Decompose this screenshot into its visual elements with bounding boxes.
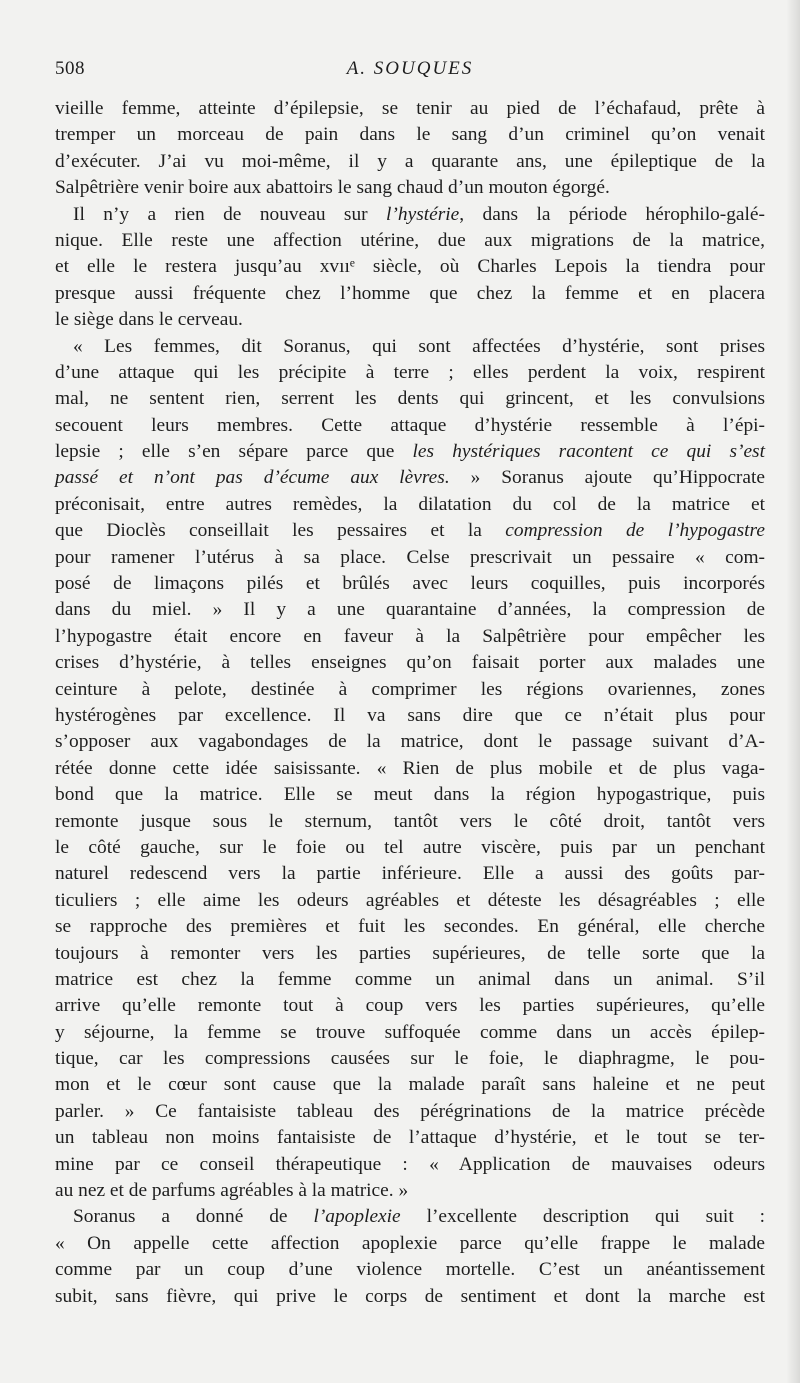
text-segment: posé de limaçons pilés et brûlés avec leurs coquilles, puis incorporés	[55, 573, 765, 595]
text-line	[55, 650, 765, 676]
text-segment: « Les femmes, dit Soranus, qui sont affectées d’hystérie, sont prises	[73, 335, 765, 357]
text-segment: mon et le cœur sont cause que la malade paraît sans haleine et ne peut	[55, 1074, 765, 1096]
text-segment: dans du miel. » Il y a une quarantaine d’années, la compression de	[55, 599, 765, 621]
text-segment: et elle le restera jusqu’au xvııᵉ siècle, où Charles Lepois la tiendra pour	[55, 256, 765, 278]
italic-text: les hystériques racontent ce qui s’est	[412, 441, 765, 463]
text-segment: Il n’y a rien de nouveau sur	[73, 203, 387, 225]
text-line	[55, 149, 765, 175]
text-segment: » Soranus ajoute qu’Hippocrate	[449, 467, 765, 489]
text-line	[55, 729, 765, 755]
text-segment: ticuliers ; elle aime les odeurs agréables et déteste les désagréables ; elle	[55, 889, 765, 911]
text-segment: mal, ne sentent rien, serrent les dents qui grincent, et les convulsions	[55, 388, 765, 410]
text-segment: remonte jusque sous le sternum, tantôt vers le côté droit, tantôt vers	[55, 810, 765, 832]
body-text	[55, 96, 765, 1310]
text-line	[55, 782, 765, 808]
text-line	[55, 518, 765, 544]
text-line	[55, 122, 765, 148]
text-line	[55, 1231, 765, 1257]
text-line	[55, 334, 765, 360]
text-line	[55, 439, 765, 465]
text-line	[55, 1284, 765, 1310]
text-segment: tremper un morceau de pain dans le sang d’un criminel qu’on venait	[55, 124, 765, 146]
text-line	[55, 545, 765, 571]
text-segment: rétée donne cette idée saisissante. « Rien de plus mobile et de plus vaga-	[55, 757, 765, 779]
text-line	[55, 228, 765, 254]
text-segment: s’opposer aux vagabondages de la matrice, dont le passage suivant d’A-	[55, 731, 765, 753]
text-line	[55, 835, 765, 861]
text-segment: que Dioclès conseillait les pessaires et la	[55, 520, 506, 542]
text-line	[55, 1099, 765, 1125]
text-line	[55, 175, 765, 201]
text-segment: le siège dans le cerveau.	[55, 309, 243, 331]
text-segment: matrice est chez la femme comme un animal dans un animal. S’il	[55, 968, 765, 990]
text-line	[55, 1020, 765, 1046]
text-segment: préconisait, entre autres remèdes, la dilatation du col de la matrice et	[55, 493, 765, 515]
text-line	[55, 1125, 765, 1151]
text-segment: parler. » Ce fantaisiste tableau des pérégrinations de la matrice précède	[55, 1100, 765, 1122]
text-line	[55, 703, 765, 729]
text-segment: d’exécuter. J’ai vu moi-même, il y a quarante ans, une épileptique de la	[55, 150, 765, 172]
text-line	[55, 571, 765, 597]
text-segment: subit, sans fièvre, qui prive le corps de sentiment et dont la marche est	[55, 1285, 765, 1307]
text-line	[55, 386, 765, 412]
text-segment: tique, car les compressions causées sur le foie, le diaphragme, le pou-	[55, 1048, 765, 1070]
text-segment: d’une attaque qui les précipite à terre ; elles perdent la voix, respirent	[55, 361, 765, 383]
page-edge-shadow	[786, 0, 800, 1383]
text-line	[55, 254, 765, 280]
text-line	[55, 1072, 765, 1098]
text-segment: mine par ce conseil thérapeutique : « Application de mauvaises odeurs	[55, 1153, 765, 1175]
text-line	[55, 1046, 765, 1072]
text-line	[55, 677, 765, 703]
text-line	[55, 597, 765, 623]
text-segment: ceinture à pelote, destinée à comprimer les régions ovariennes, zones	[55, 678, 765, 700]
text-segment: bond que la matrice. Elle se meut dans la région hypogastrique, puis	[55, 784, 765, 806]
italic-text: l’hystérie	[386, 203, 460, 225]
text-segment: , dans la période hérophilo-galé-	[459, 203, 765, 225]
text-line	[55, 413, 765, 439]
page-number: 508	[55, 58, 85, 79]
text-segment: naturel redescend vers la partie inférieure. Elle a aussi des goûts par-	[55, 863, 765, 885]
text-segment: toujours à remonter vers les parties supérieures, de telle sorte que la	[55, 942, 765, 964]
text-line	[55, 1204, 765, 1230]
text-segment: pour ramener l’utérus à sa place. Celse prescrivait un pessaire « com-	[55, 546, 765, 568]
text-line	[55, 360, 765, 386]
text-line	[55, 861, 765, 887]
text-line	[55, 941, 765, 967]
text-segment: au nez et de parfums agréables à la matrice. »	[55, 1180, 409, 1202]
text-segment: lepsie ; elle s’en sépare parce que	[55, 441, 413, 463]
text-segment: « On appelle cette affection apoplexie parce qu’elle frappe le malade	[55, 1232, 765, 1254]
text-line	[55, 492, 765, 518]
italic-text: compression de l’hypogastre	[505, 520, 765, 542]
text-segment: Soranus a donné de	[73, 1206, 314, 1228]
text-line	[55, 756, 765, 782]
text-line	[55, 993, 765, 1019]
text-segment: y séjourne, la femme se trouve suffoquée comme dans un accès épilep-	[55, 1021, 765, 1043]
text-segment: comme par un coup d’une violence mortelle. C’est un anéantissement	[55, 1259, 765, 1281]
italic-text: l’apoplexie	[313, 1206, 401, 1228]
text-line	[55, 1257, 765, 1283]
text-segment: le côté gauche, sur le foie ou tel autre viscère, puis par un penchant	[55, 836, 765, 858]
text-line	[55, 624, 765, 650]
text-line	[55, 465, 765, 491]
text-line	[55, 96, 765, 122]
text-line	[55, 307, 765, 333]
text-segment: l’excellente description qui suit :	[400, 1206, 766, 1228]
text-line	[55, 202, 765, 228]
text-segment: arrive qu’elle remonte tout à coup vers les parties supérieures, qu’elle	[55, 995, 765, 1017]
running-head: A. SOUQUES	[346, 58, 474, 79]
text-line	[55, 809, 765, 835]
text-segment: presque aussi fréquente chez l’homme que chez la femme et en placera	[55, 282, 765, 304]
text-segment: se rapproche des premières et fuit les secondes. En général, elle cherche	[55, 916, 765, 938]
text-line	[55, 967, 765, 993]
text-line	[55, 1152, 765, 1178]
text-segment: l’hypogastre était encore en faveur à la Salpêtrière pour empêcher les	[55, 625, 765, 647]
text-line	[55, 914, 765, 940]
text-segment: crises d’hystérie, à telles enseignes qu’on faisait porter aux malades une	[55, 652, 765, 674]
page-header	[55, 58, 765, 88]
text-segment: Salpêtrière venir boire aux abattoirs le sang chaud d’un mouton égorgé.	[55, 177, 610, 199]
text-segment: secouent leurs membres. Cette attaque d’hystérie ressemble à l’épi-	[55, 414, 765, 436]
text-segment: un tableau non moins fantaisiste de l’attaque d’hystérie, et le tout se ter-	[55, 1127, 765, 1149]
text-segment: hystérogènes par excellence. Il va sans dire que ce n’était plus pour	[55, 704, 765, 726]
text-segment: nique. Elle reste une affection utérine, due aux migrations de la matrice,	[55, 229, 765, 251]
text-segment: vieille femme, atteinte d’épilepsie, se tenir au pied de l’échafaud, prête à	[55, 98, 765, 119]
italic-text: passé et n’ont pas d’écume aux lèvres.	[55, 467, 450, 489]
text-line	[55, 281, 765, 307]
text-line	[55, 1178, 765, 1204]
text-line	[55, 888, 765, 914]
